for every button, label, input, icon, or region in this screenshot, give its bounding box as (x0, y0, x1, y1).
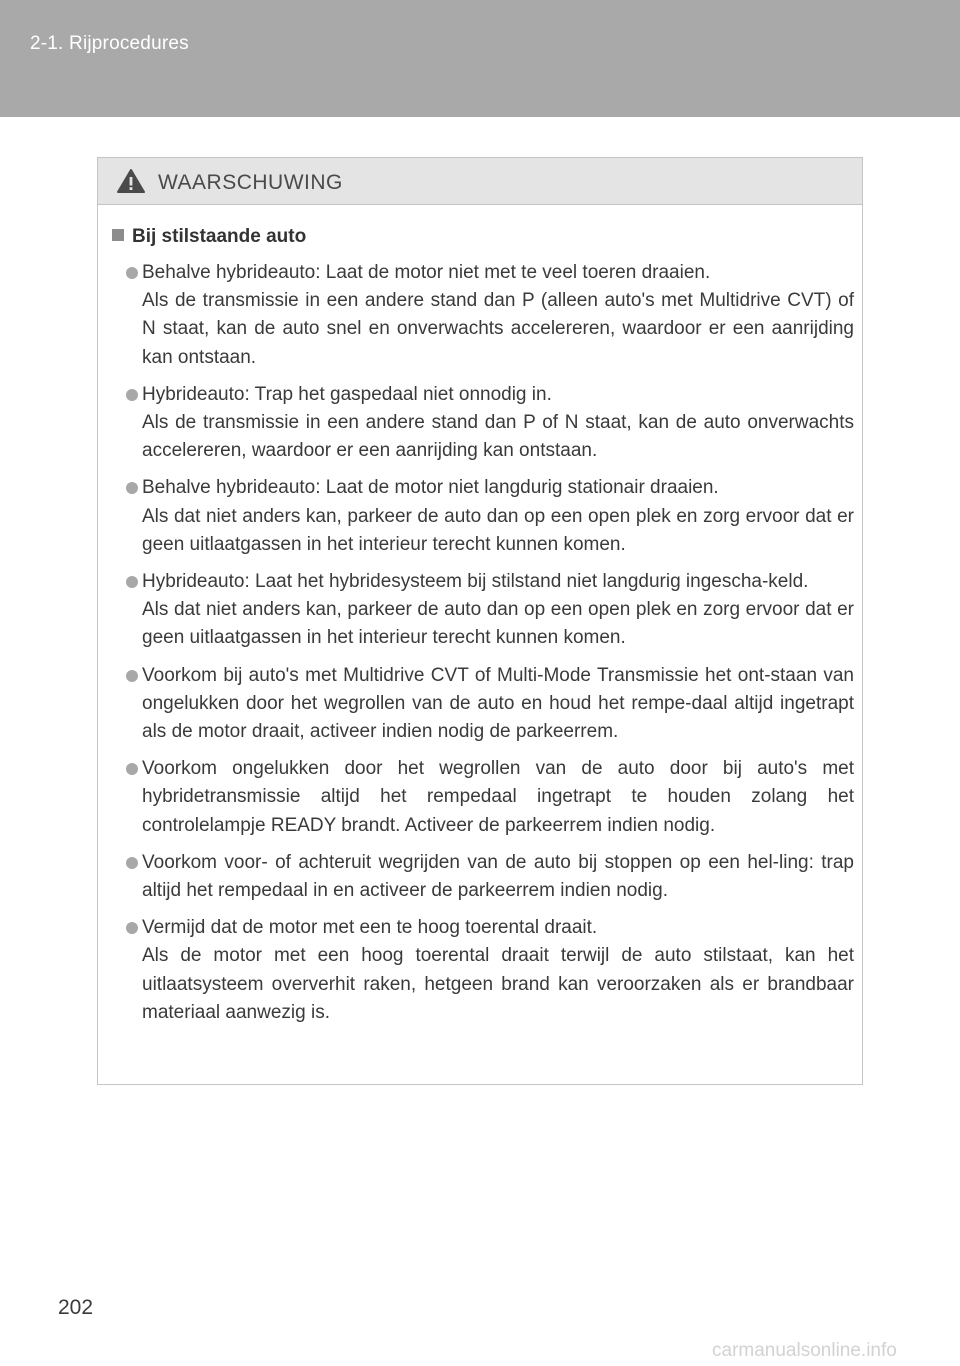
item-lead: Hybrideauto: Trap het gaspedaal niet onnodig in. (142, 383, 552, 405)
page-number: 202 (58, 1296, 94, 1319)
section-heading (112, 223, 854, 251)
warning-item (112, 381, 854, 466)
warning-header (98, 158, 862, 205)
chapter-title: 2-1. Rijprocedures (30, 33, 189, 54)
square-bullet-icon (112, 229, 124, 241)
item-lead: Voorkom voor- of achteruit wegrijden van de auto bij stoppen op een hel-ling: trap altijd het rempedaal in en activeer de parkeerrem indien nodig. (142, 851, 854, 902)
warning-item (112, 259, 854, 372)
round-bullet-icon (126, 576, 138, 588)
round-bullet-icon (126, 389, 138, 401)
item-lead: Behalve hybrideauto: Laat de motor niet met te veel toeren draaien. (142, 262, 711, 283)
round-bullet-icon (126, 482, 138, 494)
section-title-text: Bij stilstaande auto (132, 226, 307, 247)
warning-title: WAARSCHUWING (158, 171, 343, 194)
item-lead: Voorkom bij auto's met Multidrive CVT of Multi-Mode Transmissie het ont-staan van ongelukken door het wegrollen van de auto en houd het rempe-daal altijd ingetrapt als de motor draait, activeer indien nodig de parkeerrem. (142, 664, 854, 743)
warning-item (112, 474, 854, 559)
warning-item-list (112, 259, 854, 1027)
item-lead: Hybrideauto: Laat het hybridesysteem bij stilstand niet langdurig ingescha-keld. (142, 571, 809, 593)
item-text: Als de transmissie in een andere stand dan P of N staat, kan de auto onverwachts accelereren, waardoor er een aanrijding kan ontstaan. (142, 412, 854, 462)
round-bullet-icon (126, 670, 138, 682)
warning-triangle-icon (116, 168, 146, 194)
item-text: Als de motor met een hoog toerental draait terwijl de auto stilstaat, kan het uitlaatsysteem oververhit raken, hetgeen brand kan veroorzaken als er brandbaar materiaal aanwezig is. (142, 945, 854, 1023)
page-header (0, 0, 960, 117)
item-lead: Voorkom ongelukken door het wegrollen van de auto door bij auto's met hybridetransmissie altijd het rempedaal ingetrapt te houden zolang het controlelampje READY brandt. Activeer de parkeerrem indien nodig. (142, 758, 854, 836)
item-text: Als dat niet anders kan, parkeer de auto dan op een open plek en zorg ervoor dat er geen uitlaatgassen in het interieur terecht kunnen komen. (142, 505, 854, 555)
warning-item (112, 914, 854, 1027)
item-lead: Behalve hybrideauto: Laat de motor niet langdurig stationair draaien. (142, 477, 719, 499)
watermark: carmanualsonline.info (712, 1340, 897, 1361)
warning-item (112, 568, 854, 653)
item-text: Als de transmissie in een andere stand dan P (alleen auto's met Multidrive CVT) of N staat, kan de auto snel en onverwachts accelereren, waardoor er een aanrijding kan ontstaan. (142, 290, 854, 368)
item-text: Als dat niet anders kan, parkeer de auto dan op een open plek en zorg ervoor dat er geen uitlaatgassen in het interieur terecht kunnen komen. (142, 599, 854, 649)
warning-item (112, 849, 854, 905)
warning-body (98, 205, 862, 1027)
warning-item (112, 662, 854, 747)
round-bullet-icon (126, 922, 138, 934)
round-bullet-icon (126, 763, 138, 775)
warning-box (97, 157, 863, 1085)
item-lead: Vermijd dat de motor met een te hoog toerental draait. (142, 917, 598, 939)
round-bullet-icon (126, 857, 138, 869)
warning-item (112, 755, 854, 840)
round-bullet-icon (126, 267, 138, 279)
